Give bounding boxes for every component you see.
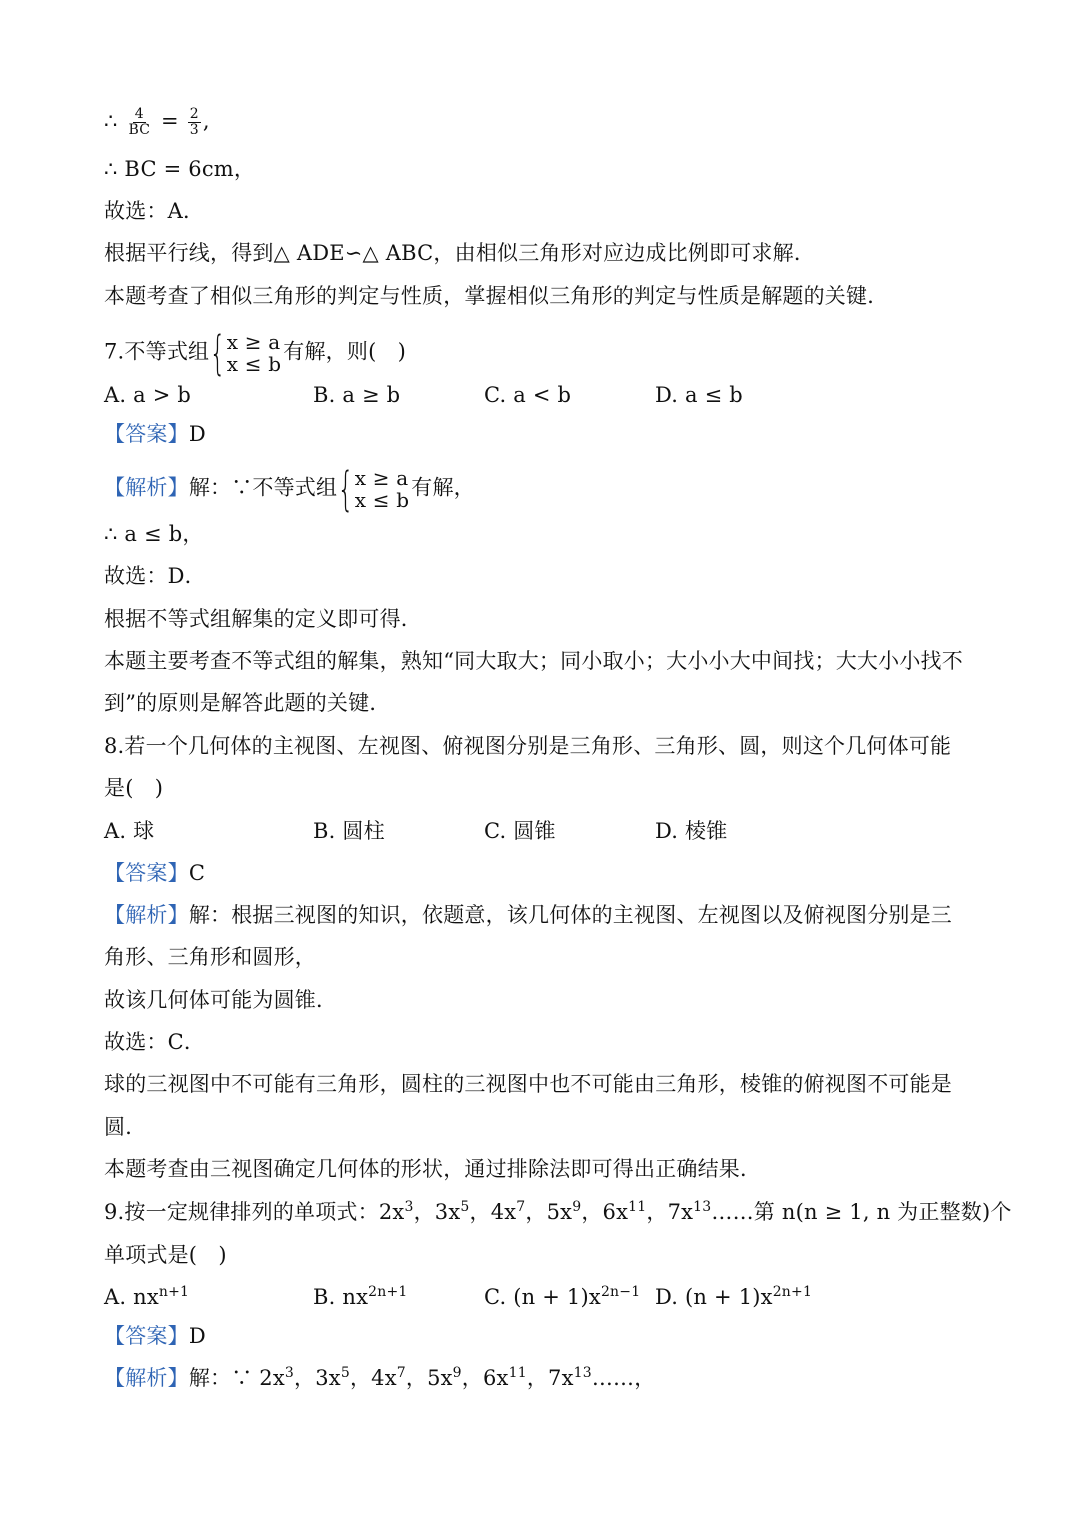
question-8-answer: 【答案】C (104, 861, 206, 885)
text-line: ∴ BC = 6cm， (104, 157, 256, 181)
text-line: 本题考查了相似三角形的判定与性质，掌握相似三角形的判定与性质是解题的关键． (104, 284, 889, 308)
question-9-stem: 9.按一定规律排列的单项式：$2x^3$，$3x^5$，$4x^7$，$5x^9$，$6x^{11}$，$7x^{13}\dots\dots$第 n(n ≥ 1, n 为正整数)个 (104, 1199, 1012, 1224)
monomial-term: $2x^3$ (259, 1365, 295, 1390)
question-9-analysis: 【解析】解：∵ $2x^3$，$3x^5$，$4x^7$，$5x^9$，$6x^{11}$，$7x^{13}\dots\dots$， (104, 1365, 656, 1390)
monomial-term: $4x^7$ (490, 1199, 526, 1224)
monomial-term: $3x^5$ (434, 1199, 470, 1224)
answer-tag: 【答案】 (104, 861, 189, 885)
question-7-answer: 【答案】D (104, 422, 206, 446)
text-line: 本题考查由三视图确定几何体的形状，通过排除法即可得出正确结果． (104, 1157, 762, 1181)
inequality-system: { x ≥ a x ≤ b (337, 462, 410, 516)
option-c: C. a < b (484, 383, 572, 407)
text-line: ∴ a ≤ b， (104, 522, 204, 546)
text-line: 到”的原则是解答此题的关键． (104, 691, 391, 715)
question-9-answer: 【答案】D (104, 1324, 206, 1348)
monomial-term: $5x^9$ (427, 1365, 462, 1390)
text-line: 圆． (104, 1115, 147, 1139)
option-b: B. a ≥ b (313, 383, 401, 407)
monomial-sequence: $2x^3$，$3x^5$，$4x^7$，$5x^9$，$6x^{11}$，$7x^{13}$ (378, 1199, 712, 1224)
option-d: D. a ≤ b (655, 383, 743, 407)
question-8-stem-cont: 是( ) (104, 776, 164, 800)
therefore-symbol: ∴ (104, 109, 118, 133)
text-line: 角形、三角形和圆形， (104, 945, 316, 969)
option-a: A. $nx^{n+1}$ (104, 1284, 190, 1309)
analysis-tag: 【解析】 (104, 903, 189, 927)
monomial-term: $5x^9$ (546, 1199, 582, 1224)
monomial-sequence: $2x^3$，$3x^5$，$4x^7$，$5x^9$，$6x^{11}$，$7x^{13}$ (259, 1365, 592, 1390)
question-7-analysis: 【解析】解：∵不等式组 { x ≥ a x ≤ b 有解， (104, 462, 475, 516)
option-d: D. 棱锥 (655, 819, 728, 843)
answer-tag: 【答案】 (104, 1324, 189, 1348)
monomial-term: $7x^{13}$ (548, 1365, 592, 1390)
question-9-stem-cont: 单项式是( ) (104, 1243, 227, 1267)
answer-tag: 【答案】 (104, 422, 189, 446)
monomial-term: $4x^7$ (371, 1365, 406, 1390)
text-line: 本题主要考查不等式组的解集，熟知“同大取大；同小取小；大小小大中间找；大大小小找不 (104, 649, 963, 673)
text-line: 根据不等式组解集的定义即可得． (104, 607, 422, 631)
question-8-stem: 8.若一个几何体的主视图、左视图、俯视图分别是三角形、三角形、圆，则这个几何体可能 (104, 734, 952, 758)
text-line: 故该几何体可能为圆锥． (104, 988, 338, 1012)
option-b: B. 圆柱 (313, 819, 385, 843)
fraction-4-over-bc: $\frac{4}{BC}$ (128, 106, 151, 138)
option-c: C. $(n + 1)x^{2n-1}$ (484, 1284, 641, 1309)
monomial-term: $7x^{13}$ (667, 1199, 712, 1224)
analysis-tag: 【解析】 (104, 475, 189, 500)
text-line: 故选：A． (104, 199, 205, 223)
fraction-2-over-3: $\frac{2}{3}$ (189, 106, 199, 138)
text-line: 球的三视图中不可能有三角形，圆柱的三视图中也不可能由三角形，棱锥的俯视图不可能是 (104, 1072, 952, 1096)
inequality-system: { x ≥ a x ≤ b (209, 326, 282, 380)
monomial-term: $3x^5$ (315, 1365, 350, 1390)
monomial-term: $2x^3$ (378, 1199, 414, 1224)
fraction-line: ∴ $\frac{4}{BC}$ = $\frac{2}{3}$ , (104, 106, 210, 138)
question-7-stem: 7.不等式组 { x ≥ a x ≤ b 有解，则( ) (104, 326, 407, 380)
monomial-term: $6x^{11}$ (482, 1365, 527, 1390)
text-line: 故选：D． (104, 564, 206, 588)
question-8-analysis: 【解析】解：根据三视图的知识，依题意，该几何体的主视图、左视图以及俯视图分别是三 (104, 903, 953, 927)
text-line: 根据平行线，得到△ ADE∽△ ABC，由相似三角形对应边成比例即可求解． (104, 241, 816, 265)
option-c: C. 圆锥 (484, 819, 556, 843)
text-line: 故选：C． (104, 1030, 206, 1054)
option-a: A. a > b (104, 383, 192, 407)
option-b: B. $nx^{2n+1}$ (313, 1284, 408, 1309)
option-d: D. $(n + 1)x^{2n+1}$ (655, 1284, 813, 1309)
analysis-tag: 【解析】 (104, 1366, 189, 1390)
option-a: A. 球 (104, 819, 155, 843)
monomial-term: $6x^{11}$ (602, 1199, 647, 1224)
